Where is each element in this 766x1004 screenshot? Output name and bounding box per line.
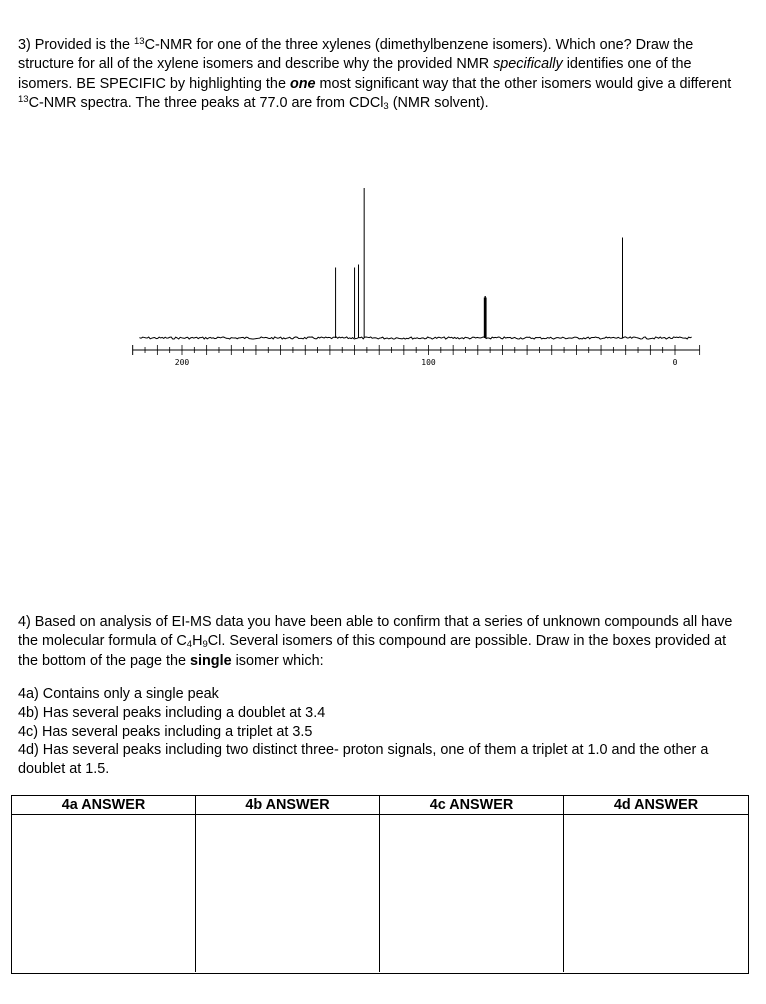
question-3-text: 3) Provided is the $^{13}$C-NMR for one of the three xylenes (dimethylbenzene isomers). Which one? Draw the structure for all of the xylene isomers and describe why the provided NMR specifically identifies one of the isomers. BE SPECIFIC by highlighting the one most significant way that the other isomers would give a different $^{13}$C-NMR spectra. The three peaks at 77.0 are from CDCl$_3$ (NMR solvent). [18, 36, 732, 113]
part-4a: 4a) Contains only a single peak [18, 686, 219, 702]
x-axis-tick-label: 200 [174, 358, 190, 367]
question-3-number: 3) [18, 37, 31, 53]
emphasis-specifically: specifically [493, 56, 563, 73]
part-4d: 4d) Has several peaks including two distinct three- proton signals, one of them a triplet at 1.0 and the other a doublet at 1.5. [18, 742, 709, 778]
answer-box-4d[interactable] [564, 815, 748, 972]
answer-box-4c[interactable] [380, 815, 564, 972]
emphasis-single: single [190, 652, 232, 669]
part-4c: 4c) Has several peaks including a triplet at 3.5 [18, 723, 313, 740]
question-4-text: 4) Based on analysis of EI-MS data you have been able to confirm that a series of unknown compounds all have the molecular formula of $C_4H_9Cl$. Several isomers of this compound are possible. Draw in the boxes provided at the bottom of the page the single isomer which: [18, 614, 733, 669]
answer-header-4c: 4c ANSWER [380, 796, 564, 815]
answer-header-4d: 4d ANSWER [564, 796, 748, 815]
answer-box-4a[interactable] [12, 815, 196, 972]
answer-header-4b: 4b ANSWER [196, 796, 380, 815]
answer-box-4b[interactable] [196, 815, 380, 972]
emphasis-one: one [289, 75, 316, 92]
spectrum-baseline [140, 337, 692, 339]
answer-header-4a: 4a ANSWER [12, 796, 196, 815]
nmr-spectrum-chart [0, 150, 766, 390]
question-4-parts [18, 685, 748, 779]
part-4b: 4b) Has several peaks including a doublet at 3.4 [18, 704, 326, 721]
x-axis-tick-label: 100 [421, 358, 436, 367]
answer-table [11, 795, 749, 974]
x-axis-tick-label: 0 [672, 358, 678, 367]
